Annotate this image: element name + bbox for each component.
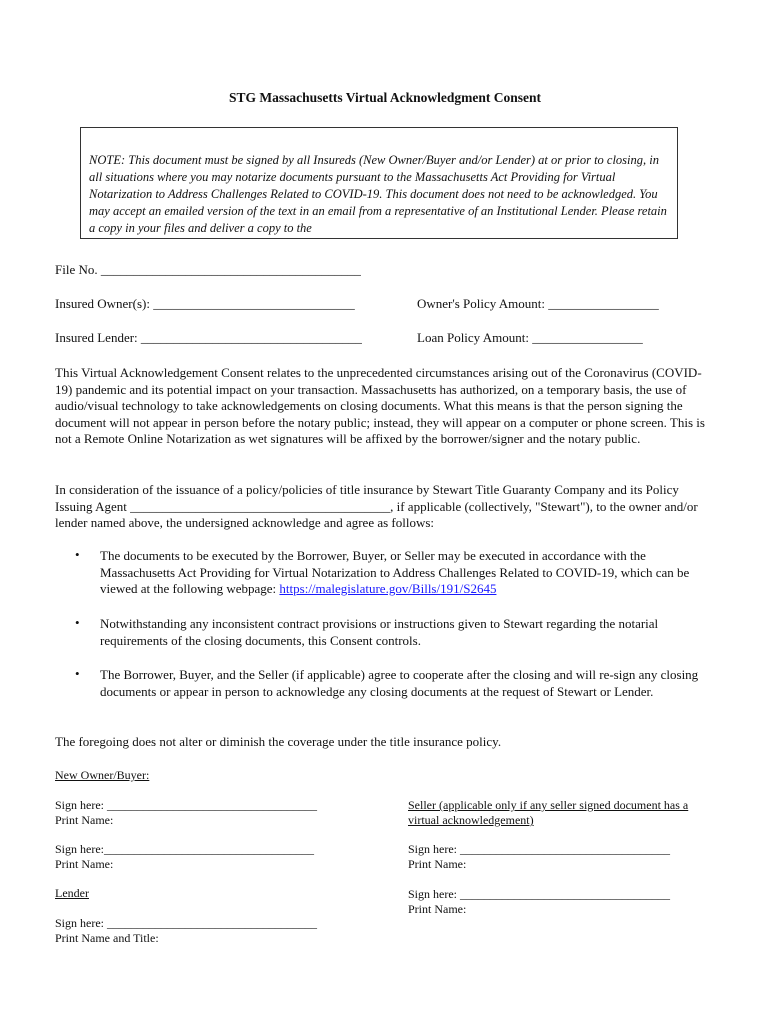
legislature-link[interactable]: https://malegislature.gov/Bills/191/S2645 <box>279 581 497 597</box>
note-text: NOTE: This document must be signed by all Insureds (New Owner/Buyer and/or Lender) at or prior to closing, in all situations where you may notarize documents pursuant to the Massachusetts Act Providing for Virtual Notarization to Address Challenges Related to COVID-19. This document does not need to be acknowledged. You may accept an emailed version of the text in an email from a representative of an Institutional Lender. Please retain a copy in your files and deliver a copy to the <box>89 153 667 235</box>
seller-heading-line-1: Seller (applicable only if any seller signed document has a <box>408 798 689 812</box>
lender-print-name-title: Print Name and Title: <box>55 931 159 945</box>
bullet-item-virtual-notarization <box>100 548 720 598</box>
seller-print-name-2: Print Name: <box>408 902 467 916</box>
owner-print-name-2: Print Name: <box>55 857 114 871</box>
owner-policy-amount-field: Owner's Policy Amount: _________________ <box>417 296 659 311</box>
foregoing-statement: The foregoing does not alter or diminish the coverage under the title insurance policy. <box>55 734 502 749</box>
consent-paragraph: This Virtual Acknowledgement Consent relates to the unprecedented circumstances arising out of the Coronavirus (COVID-19) pandemic and its potential impact on your transaction. Massachusetts has authorized, on a temporary basis, the use of audio/visual technology to take acknowledgements on closing documents. What this means is that the person signing the document will not appear in person before the notary public; instead, they will appear on a computer or phone screen. This is not a Remote Online Notarization as wet signatures will be affixed by the borrower/signer and the notary public. <box>55 365 705 447</box>
lender-sign-line: Sign here: ___________________________________ <box>55 916 317 930</box>
bullet-item-consent-controls: Notwithstanding any inconsistent contract provisions or instructions given to Stewart regarding the notarial requirements of the closing documents, this Consent controls. <box>100 616 659 648</box>
file-no-field: File No. ________________________________________ <box>55 262 361 277</box>
bullet-text: The documents to be executed by the Borrower, Buyer, or Seller may be executed in accordance with the Massachusetts Act Providing for Virtual Notarization to Address Challenges Related to COVID-19, which can be viewed at the following webpage: <box>100 548 690 597</box>
note-box <box>80 127 678 239</box>
consideration-paragraph: In consideration of the issuance of a policy/policies of title insurance by Stewart Title Guaranty Company and its Policy Issuing Agent ________________________________________, if applicable (collectively, "Stewart"), to the owner and/or lender named above, the undersigned acknowledge and agree as follows: <box>55 482 698 531</box>
seller-print-name-1: Print Name: <box>408 857 467 871</box>
bullet-icon: • <box>75 547 80 562</box>
seller-heading-line-2: virtual acknowledgement) <box>408 813 534 827</box>
lender-heading: Lender <box>55 886 89 900</box>
new-owner-heading: New Owner/Buyer: <box>55 768 150 782</box>
bullet-item-cooperate: The Borrower, Buyer, and the Seller (if applicable) agree to cooperate after the closing and will re-sign any closing documents or appear in person to acknowledge any closing documents at the request of Stewart or Lender. <box>100 667 699 699</box>
owner-print-name-1: Print Name: <box>55 813 114 827</box>
bullet-icon: • <box>75 615 80 630</box>
owner-sign-line-2: Sign here:___________________________________ <box>55 842 314 856</box>
insured-lender-field: Insured Lender: __________________________________ <box>55 330 362 345</box>
bullet-icon: • <box>75 666 80 681</box>
loan-policy-amount-field: Loan Policy Amount: _________________ <box>417 330 643 345</box>
seller-sign-line-1: Sign here: ___________________________________ <box>408 842 670 856</box>
document-title: STG Massachusetts Virtual Acknowledgment Consent <box>228 90 542 105</box>
owner-sign-line-1: Sign here: ___________________________________ <box>55 798 317 812</box>
insured-owner-field: Insured Owner(s): _______________________________ <box>55 296 355 311</box>
seller-sign-line-2: Sign here: ___________________________________ <box>408 887 670 901</box>
